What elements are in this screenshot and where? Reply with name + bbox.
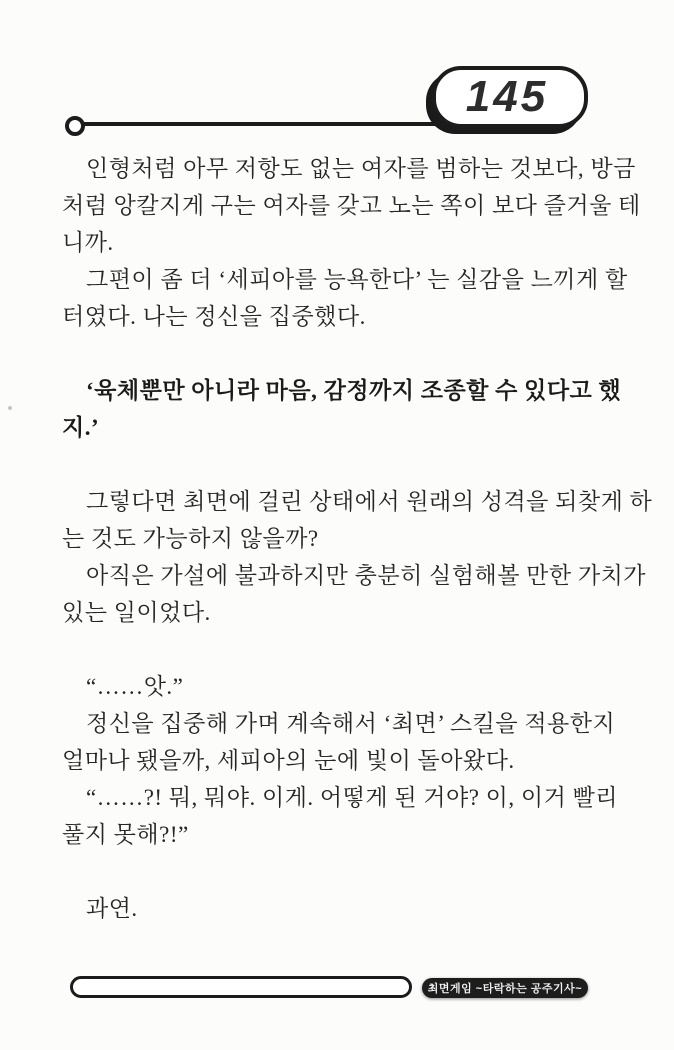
text-line: “……?! 뭐, 뭐야. 이게. 어떻게 된 거야? 이, 이거 빨리	[86, 785, 619, 810]
blank-line	[62, 446, 618, 483]
text-line: 터였다. 나는 정신을 집중했다.	[62, 304, 366, 329]
text-line: 지.’	[62, 415, 100, 440]
series-title-badge	[422, 978, 588, 998]
text-line: 얼마나 됐을까, 세피아의 눈에 빛이 돌아왔다.	[62, 748, 515, 773]
blank-line	[62, 631, 618, 668]
text-line: 풀지 못해?!”	[62, 822, 189, 847]
text-line: “……앗.”	[86, 674, 184, 699]
page-number-badge	[432, 66, 588, 128]
text-line: 니까.	[62, 230, 114, 255]
series-title: 최면게임 ~타락하는 공주기사~	[427, 983, 583, 995]
blank-line	[62, 853, 618, 890]
text-line: 정신을 집중해 가며 계속해서 ‘최면’ 스킬을 적용한지	[86, 711, 616, 736]
footer-rule-pill	[70, 976, 412, 998]
text-line: ‘육체뿐만 아니라 마음, 감정까지 조종할 수 있다고 했	[86, 378, 622, 403]
page-number: 145	[465, 72, 549, 121]
text-line: 처럼 앙칼지게 구는 여자를 갖고 노는 쪽이 보다 즐거울 테	[62, 193, 641, 218]
text-line: 과연.	[86, 896, 138, 921]
text-line: 아직은 가설에 불과하지만 충분히 실험해볼 만한 가치가	[86, 563, 647, 588]
header-rule-end-circle	[65, 116, 85, 136]
text-line: 그렇다면 최면에 걸린 상태에서 원래의 성격을 되찾게 하	[86, 489, 653, 514]
blank-line	[62, 335, 618, 372]
text-line: 는 것도 가능하지 않을까?	[62, 526, 319, 551]
text-block	[62, 150, 653, 927]
print-artifact-dot	[8, 406, 12, 410]
text-line: 인형처럼 아무 저항도 없는 여자를 범하는 것보다, 방금	[86, 156, 636, 181]
text-line: 있는 일이었다.	[62, 600, 211, 625]
header-rule-line	[81, 122, 443, 126]
text-line: 그편이 좀 더 ‘세피아를 능욕한다’ 는 실감을 느끼게 할	[86, 267, 628, 292]
